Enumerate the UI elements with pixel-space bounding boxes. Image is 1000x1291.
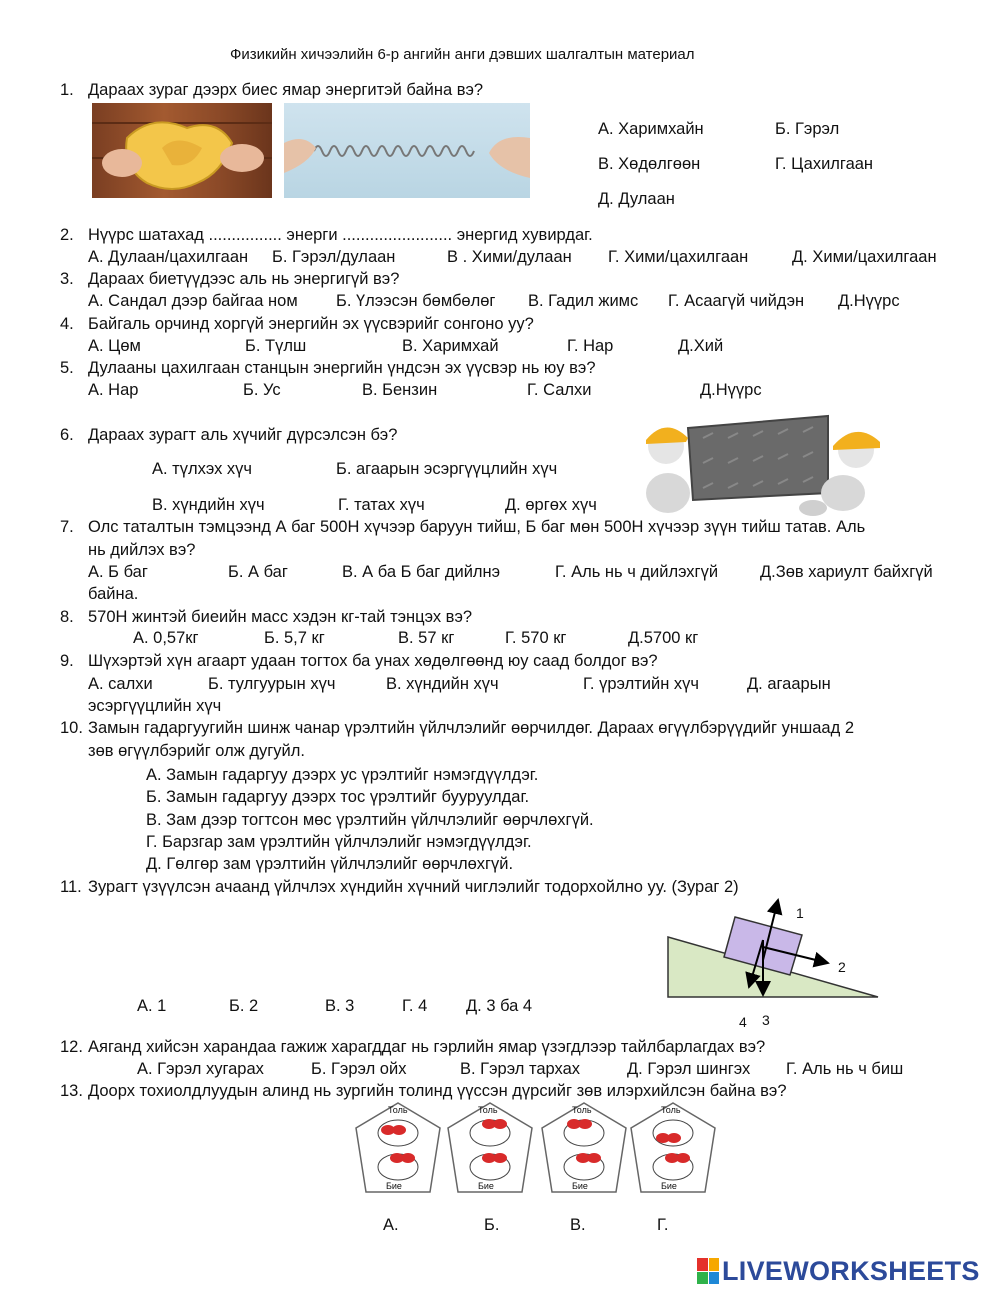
- q12-text: Аяганд хийсэн харандаа гажиж харагддаг нь гэрлийн ямар үзэгдлээр тайлбарлагдах вэ?: [88, 1038, 766, 1056]
- q4-option-d[interactable]: Г. Нар: [567, 337, 614, 355]
- q5-option-a[interactable]: А. Нар: [88, 381, 139, 399]
- q9-option-d[interactable]: Г. үрэлтийн хүч: [583, 675, 699, 693]
- sponge-icon: [92, 103, 272, 198]
- sponge-photo: [92, 103, 272, 198]
- body-label-b: Бие: [478, 1181, 494, 1191]
- q10-option-b[interactable]: Б. Замын гадаргуу дээрх тос үрэлтийг бууруулдаг.: [146, 788, 530, 806]
- q2-number: 2.: [60, 226, 74, 244]
- q13-number: 13.: [60, 1082, 83, 1100]
- q4-number: 4.: [60, 315, 74, 333]
- q3-option-d[interactable]: Г. Асаагүй чийдэн: [668, 292, 805, 310]
- q3-option-c[interactable]: В. Гадил жимс: [528, 292, 639, 310]
- q7-option-e-cont: байна.: [88, 585, 139, 603]
- q2-option-a[interactable]: А. Дулаан/цахилгаан: [88, 248, 249, 266]
- q6-option-a[interactable]: А. түлхэх хүч: [152, 460, 253, 478]
- q4-option-b[interactable]: Б. Түлш: [245, 337, 307, 355]
- q8-number: 8.: [60, 608, 74, 626]
- liveworksheets-cube-icon: [697, 1258, 719, 1284]
- q6-option-b[interactable]: Б. агаарын эсэргүүцлийн хүч: [336, 460, 558, 478]
- body-label-d: Бие: [661, 1181, 677, 1191]
- q2-option-d[interactable]: Г. Хими/цахилгаан: [608, 248, 749, 266]
- q7-option-b[interactable]: Б. А баг: [228, 563, 288, 581]
- q4-option-c[interactable]: В. Харимхай: [402, 337, 499, 355]
- q11-number: 11.: [60, 878, 82, 896]
- q12-number: 12.: [60, 1038, 83, 1056]
- q3-text: Дараах биетүүдээс аль нь энергигүй вэ?: [88, 270, 400, 288]
- q8-option-d[interactable]: Г. 570 кг: [505, 629, 567, 647]
- q11-text: Зурагт үзүүлсэн ачаанд үйлчлэх хүндийн хүчний чиглэлийг тодорхойлно уу. (Зураг 2): [88, 878, 739, 896]
- page-title: Физикийн хичээлийн 6-р ангийн анги дэвших шалгалтын материал: [230, 46, 695, 63]
- q9-option-a[interactable]: А. салхи: [88, 675, 153, 693]
- q7-number: 7.: [60, 518, 74, 536]
- q6-option-d[interactable]: Г. татах хүч: [338, 496, 425, 514]
- q13-text: Доорх тохиолдлуудын алинд нь зургийн толинд үүссэн дүрсийг зөв илэрхийлсэн байна вэ?: [88, 1082, 787, 1100]
- q1-text: Дараах зураг дээрх биес ямар энергитэй байна вэ?: [88, 81, 484, 99]
- q4-text: Байгаль орчинд хоргүй энергийн эх үүсвэрийг сонгоно уу?: [88, 315, 534, 333]
- q9-option-e[interactable]: Д. агаарын: [747, 675, 831, 693]
- q10-option-a[interactable]: А. Замын гадаргуу дээрх ус үрэлтийг нэмэгдүүлдэг.: [146, 766, 539, 784]
- q8-option-e[interactable]: Д.5700 кг: [628, 629, 699, 647]
- mirror-label-c: Толь: [572, 1105, 592, 1115]
- workers-carrying-plate-illustration: [628, 408, 910, 518]
- q7-option-a[interactable]: А. Б баг: [88, 563, 148, 581]
- q5-option-b[interactable]: Б. Ус: [243, 381, 281, 399]
- q13-option-a[interactable]: А.: [383, 1216, 399, 1234]
- q1-option-e[interactable]: Д. Дулаан: [598, 190, 675, 208]
- q2-text: Нүүрс шатахад ................ энерги ........................ энергид хувирдаг.: [88, 226, 593, 244]
- q11-option-d[interactable]: Г. 4: [402, 997, 428, 1015]
- q13-option-b[interactable]: Б.: [484, 1216, 500, 1234]
- q4-option-a[interactable]: А. Цөм: [88, 337, 141, 355]
- q9-text: Шүхэртэй хүн агаарт удаан тогтох ба унах хөдөлгөөнд юу саад болдог вэ?: [88, 652, 658, 670]
- q4-option-e[interactable]: Д.Хий: [678, 337, 724, 355]
- liveworksheets-logo[interactable]: [697, 1254, 980, 1288]
- q10-text-line2: зөв өгүүлбэрийг олж дугуйл.: [88, 742, 305, 760]
- q9-option-e-cont: эсэргүүцлийн хүч: [88, 697, 222, 715]
- q5-option-c[interactable]: В. Бензин: [362, 381, 438, 399]
- force-label-3: 3: [762, 1012, 770, 1028]
- q12-option-e[interactable]: Г. Аль нь ч биш: [786, 1060, 904, 1078]
- q11-option-c[interactable]: В. 3: [325, 997, 355, 1015]
- q3-option-a[interactable]: А. Сандал дээр байгаа ном: [88, 292, 298, 310]
- liveworksheets-brand: LIVEWORKSHEETS: [722, 1255, 980, 1286]
- force-label-4: 4: [739, 1014, 747, 1030]
- body-label-a: Бие: [386, 1181, 402, 1191]
- q2-option-c[interactable]: В . Хими/дулаан: [447, 248, 572, 266]
- q8-option-c[interactable]: В. 57 кг: [398, 629, 455, 647]
- force-label-1: 1: [796, 905, 804, 921]
- q10-option-e[interactable]: Д. Гөлгөр зам үрэлтийн үйлчлэлийг өөрчлөхгүй.: [146, 855, 514, 873]
- q11-option-e[interactable]: Д. 3 ба 4: [466, 997, 533, 1015]
- q2-option-b[interactable]: Б. Гэрэл/дулаан: [272, 248, 396, 266]
- body-label-c: Бие: [572, 1181, 588, 1191]
- q11-option-b[interactable]: Б. 2: [229, 997, 259, 1015]
- q1-option-b[interactable]: Б. Гэрэл: [775, 120, 840, 138]
- q12-option-d[interactable]: Д. Гэрэл шингэх: [627, 1060, 751, 1078]
- q8-option-b[interactable]: Б. 5,7 кг: [264, 629, 325, 647]
- q3-option-e[interactable]: Д.Нүүрс: [838, 292, 900, 310]
- q7-option-c[interactable]: В. А ба Б баг дийлнэ: [342, 563, 501, 581]
- spring-icon: [284, 103, 530, 198]
- q10-number: 10.: [60, 719, 83, 737]
- q13-option-d[interactable]: Г.: [657, 1216, 669, 1234]
- q8-option-a[interactable]: А. 0,57кг: [133, 629, 199, 647]
- q1-option-a[interactable]: А. Харимхайн: [598, 120, 704, 138]
- q3-number: 3.: [60, 270, 74, 288]
- q1-option-d[interactable]: Г. Цахилгаан: [775, 155, 874, 173]
- q1-option-c[interactable]: В. Хөдөлгөөн: [598, 155, 701, 173]
- force-label-2: 2: [838, 959, 846, 975]
- q6-number: 6.: [60, 426, 74, 444]
- q6-text: Дараах зурагт аль хүчийг дүрсэлсэн бэ?: [88, 426, 398, 444]
- mirror-label-b: Толь: [478, 1105, 498, 1115]
- q10-option-c[interactable]: В. Зам дээр тогтсон мөс үрэлтийн үйлчлэлийг өөрчлөхгүй.: [146, 811, 594, 829]
- q9-number: 9.: [60, 652, 74, 670]
- q5-option-d[interactable]: Г. Салхи: [527, 381, 592, 399]
- q1-number: 1.: [60, 81, 74, 99]
- q12-option-c[interactable]: В. Гэрэл тархах: [460, 1060, 581, 1078]
- q5-option-e[interactable]: Д.Нүүрс: [700, 381, 762, 399]
- q12-option-a[interactable]: А. Гэрэл хугарах: [137, 1060, 264, 1078]
- q5-text: Дулааны цахилгаан станцын энергийн үндсэн эх үүсвэр нь юу вэ?: [88, 359, 596, 377]
- q7-option-d[interactable]: Г. Аль нь ч дийлэхгүй: [555, 563, 719, 581]
- q10-option-d[interactable]: Г. Барзгар зам үрэлтийн үйлчлэлийг нэмэгдүүлдэг.: [146, 833, 532, 851]
- q7-option-e[interactable]: Д.Зөв хариулт байхгүй: [760, 563, 933, 581]
- q9-option-c[interactable]: В. хүндийн хүч: [386, 675, 499, 693]
- incline-force-diagram: [660, 895, 890, 1030]
- spring-photo: [284, 103, 530, 198]
- q9-option-b[interactable]: Б. тулгуурын хүч: [208, 675, 336, 693]
- q7-text-line2: нь дийлэх вэ?: [88, 541, 196, 559]
- q11-option-a[interactable]: А. 1: [137, 997, 167, 1015]
- q8-text: 570Н жинтэй биеийн масс хэдэн кг-тай тэнцэх вэ?: [88, 608, 473, 626]
- q2-option-e[interactable]: Д. Хими/цахилгаан: [792, 248, 937, 266]
- q13-option-c[interactable]: В.: [570, 1216, 586, 1234]
- mirror-label-d: Толь: [661, 1105, 681, 1115]
- q6-option-e[interactable]: Д. өргөх хүч: [505, 496, 597, 514]
- q10-text-line1: Замын гадаргуугийн шинж чанар үрэлтийн үйлчлэлийг өөрчилдөг. Дараах өгүүлбэрүүдийг уншаад 2: [88, 719, 854, 737]
- q3-option-b[interactable]: Б. Үлээсэн бөмбөлөг: [336, 292, 496, 310]
- q7-text-line1: Олс таталтын тэмцээнд А баг 500Н хүчээр баруун тийш, Б баг мөн 500Н хүчээр зүүн тийш татав. Аль: [88, 518, 866, 536]
- q6-option-c[interactable]: В. хүндийн хүч: [152, 496, 265, 514]
- q12-option-b[interactable]: Б. Гэрэл ойх: [311, 1060, 407, 1078]
- mirror-label-a: Толь: [388, 1105, 408, 1115]
- q5-number: 5.: [60, 359, 74, 377]
